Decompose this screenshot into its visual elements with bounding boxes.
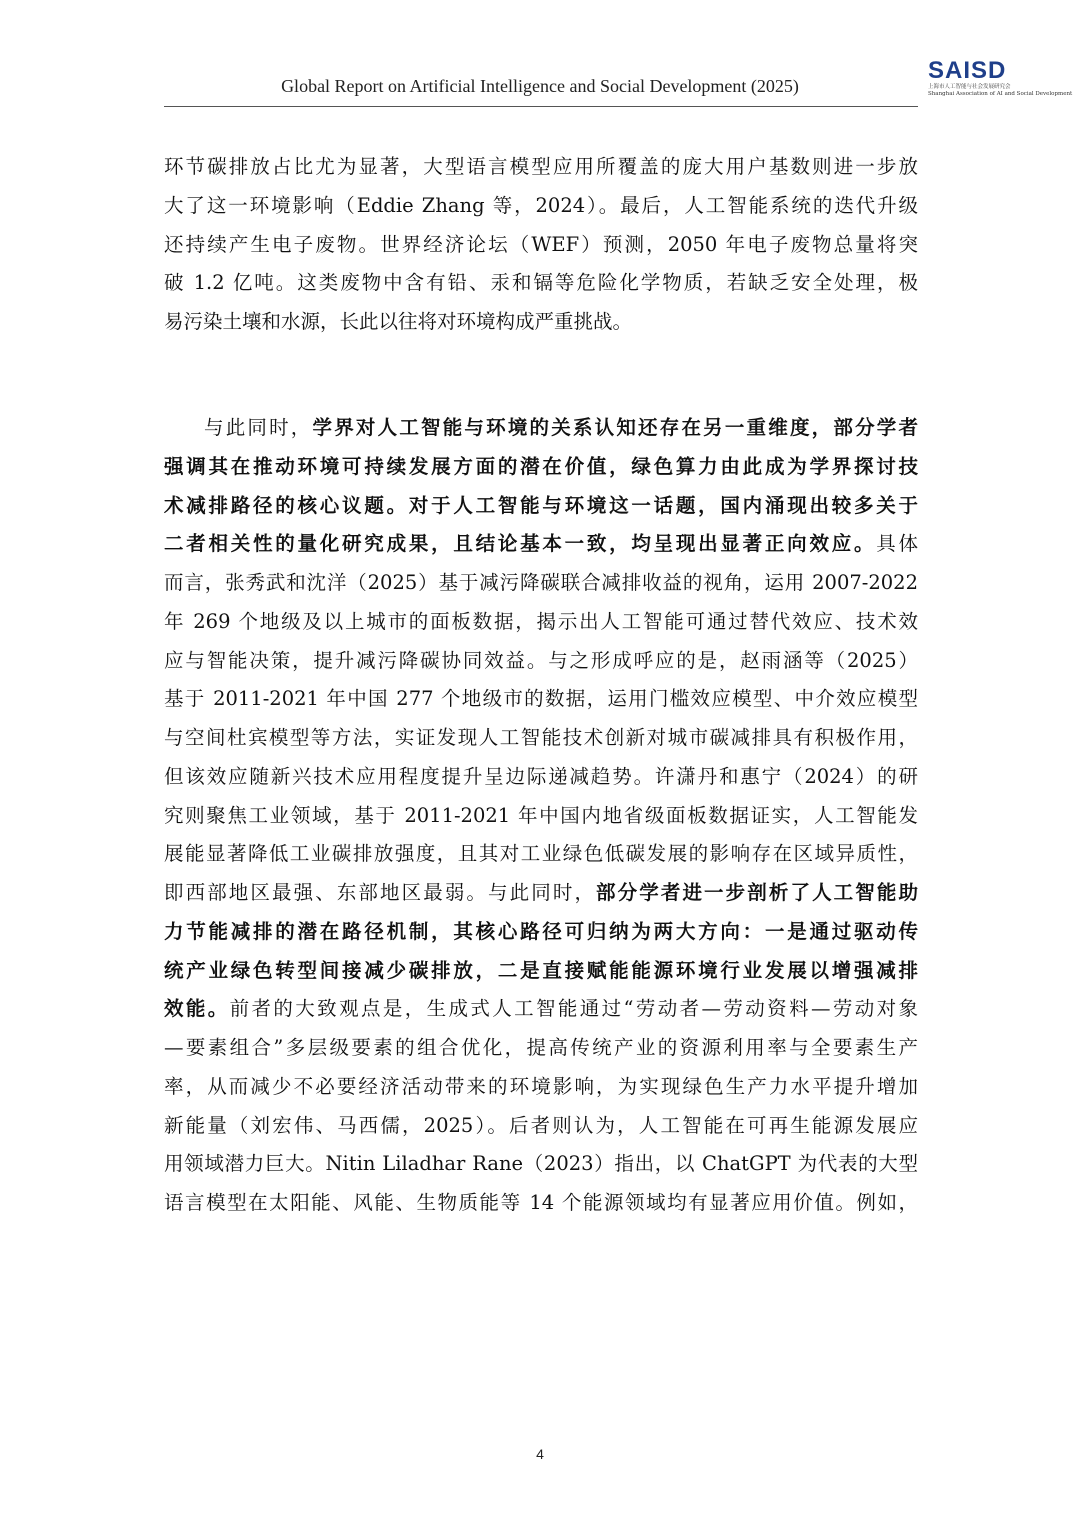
text-line: 但该效应随新兴技术应用程度提升呈边际递减趋势。许潇丹和惠宁（2024）的研: [164, 764, 918, 788]
bold-run: 统产业绿色转型间接减少碳排放，二是直接赋能能源环境行业发展以增强减排: [164, 958, 918, 982]
text-line: 率，从而减少不必要经济活动带来的环境影响，为实现绿色生产力水平提升增加: [164, 1074, 918, 1098]
bold-run: 部分学者进一步剖析了人工智能助: [596, 881, 918, 904]
text-line: 展能显著降低工业碳排放强度，且其对工业绿色低碳发展的影响存在区域异质性，: [164, 842, 918, 866]
text-line: [164, 913, 918, 952]
paragraph-2: [164, 409, 918, 1223]
text-line: [164, 409, 918, 448]
bold-run: 二者相关性的量化研究成果，且结论基本一致，均呈现出显著正向效应。: [164, 532, 877, 556]
text-line: 究则聚焦工业领域，基于 2011-2021 年中国内地省级面板数据证实，人工智能发: [164, 803, 918, 827]
saisd-logo: [928, 57, 1073, 104]
text-line: 年 269 个地级及以上城市的面板数据，揭示出人工智能可通过替代效应、技术效: [164, 609, 918, 633]
header-divider: [164, 106, 918, 107]
text-line: [164, 448, 918, 487]
paragraph-1: [164, 148, 918, 342]
text-line: 基于 2011-2021 年中国 277 个地级市的数据，运用门槛效应模型、中介效应模型: [164, 687, 918, 711]
text-run: 与此同时，: [204, 416, 313, 439]
logo-mark: SAISD: [928, 57, 1007, 84]
text-line: 易污染土壤和水源，长此以往将对环境构成严重挑战。: [164, 310, 633, 333]
text-line: [164, 952, 918, 991]
bold-run: 力节能减排的潜在路径机制，其核心路径可归纳为两大方向：一是通过驱动传: [164, 919, 918, 943]
text-line: 新能量（刘宏伟、马西儒，2025）。后者则认为，人工智能在可再生能源发展应: [164, 1113, 918, 1137]
text-line: [164, 990, 918, 1029]
text-line: 而言，张秀武和沈洋（2025）基于减污降碳联合减排收益的视角，运用 2007-2022: [164, 571, 918, 594]
text-line: 与空间杜宾模型等方法，实证发现人工智能技术创新对城市碳减排具有积极作用，: [164, 726, 918, 749]
text-line: 还持续产生电子废物。世界经济论坛（WEF）预测，2050 年电子废物总量将突: [164, 232, 918, 256]
text-line: 应与智能决策，提升减污降碳协同效益。与之形成呼应的是，赵雨涵等（2025）: [164, 648, 918, 672]
text-line: 破 1.2 亿吨。这类废物中含有铅、汞和镉等危险化学物质，若缺乏安全处理，极: [164, 271, 918, 295]
bold-run: 强调其在推动环境可持续发展方面的潜在价值，绿色算力由此成为学界探讨技: [164, 454, 918, 478]
text-line: —要素组合”多层级要素的组合优化，提高传统产业的资源利用率与全要素生产: [164, 1036, 918, 1059]
text-line: 用领域潜力巨大。Nitin Liladhar Rane（2023）指出，以 ChatGPT 为代表的大型: [164, 1152, 918, 1176]
text-line: 大了这一环境影响（Eddie Zhang 等，2024）。最后，人工智能系统的迭代升级: [164, 193, 918, 217]
bold-run: 效能。: [164, 997, 230, 1021]
text-line: 语言模型在太阳能、风能、生物质能等 14 个能源领域均有显著应用价值。例如，: [164, 1191, 918, 1214]
text-line: 环节碳排放占比尤为显著，大型语言模型应用所覆盖的庞大用户基数则进一步放: [164, 155, 918, 178]
bold-run: 术减排路径的核心议题。对于人工智能与环境这一话题，国内涌现出较多关于: [164, 493, 918, 517]
text-line: [164, 874, 918, 913]
bold-run: 学界对人工智能与环境的关系认知还存在另一重维度，部分学者: [312, 416, 918, 439]
text-run: 即西部地区最强、东部地区最弱。与此同时，: [164, 881, 597, 904]
text-run: 前者的大致观点是，生成式人工智能通过“劳动者—劳动资料—劳动对象: [229, 997, 918, 1021]
report-title: Global Report on Artificial Intelligence and Social Development (2025): [281, 76, 799, 96]
text-line: [164, 487, 918, 526]
text-line: [164, 525, 918, 564]
logo-subtitle-cn: 上海市人工智能与社会发展研究会: [928, 84, 1011, 90]
logo-subtitle-en: Shanghai Association of AI and Social Development: [928, 91, 1073, 97]
text-run: 具体: [876, 532, 918, 556]
page-number: 4: [536, 1446, 544, 1462]
